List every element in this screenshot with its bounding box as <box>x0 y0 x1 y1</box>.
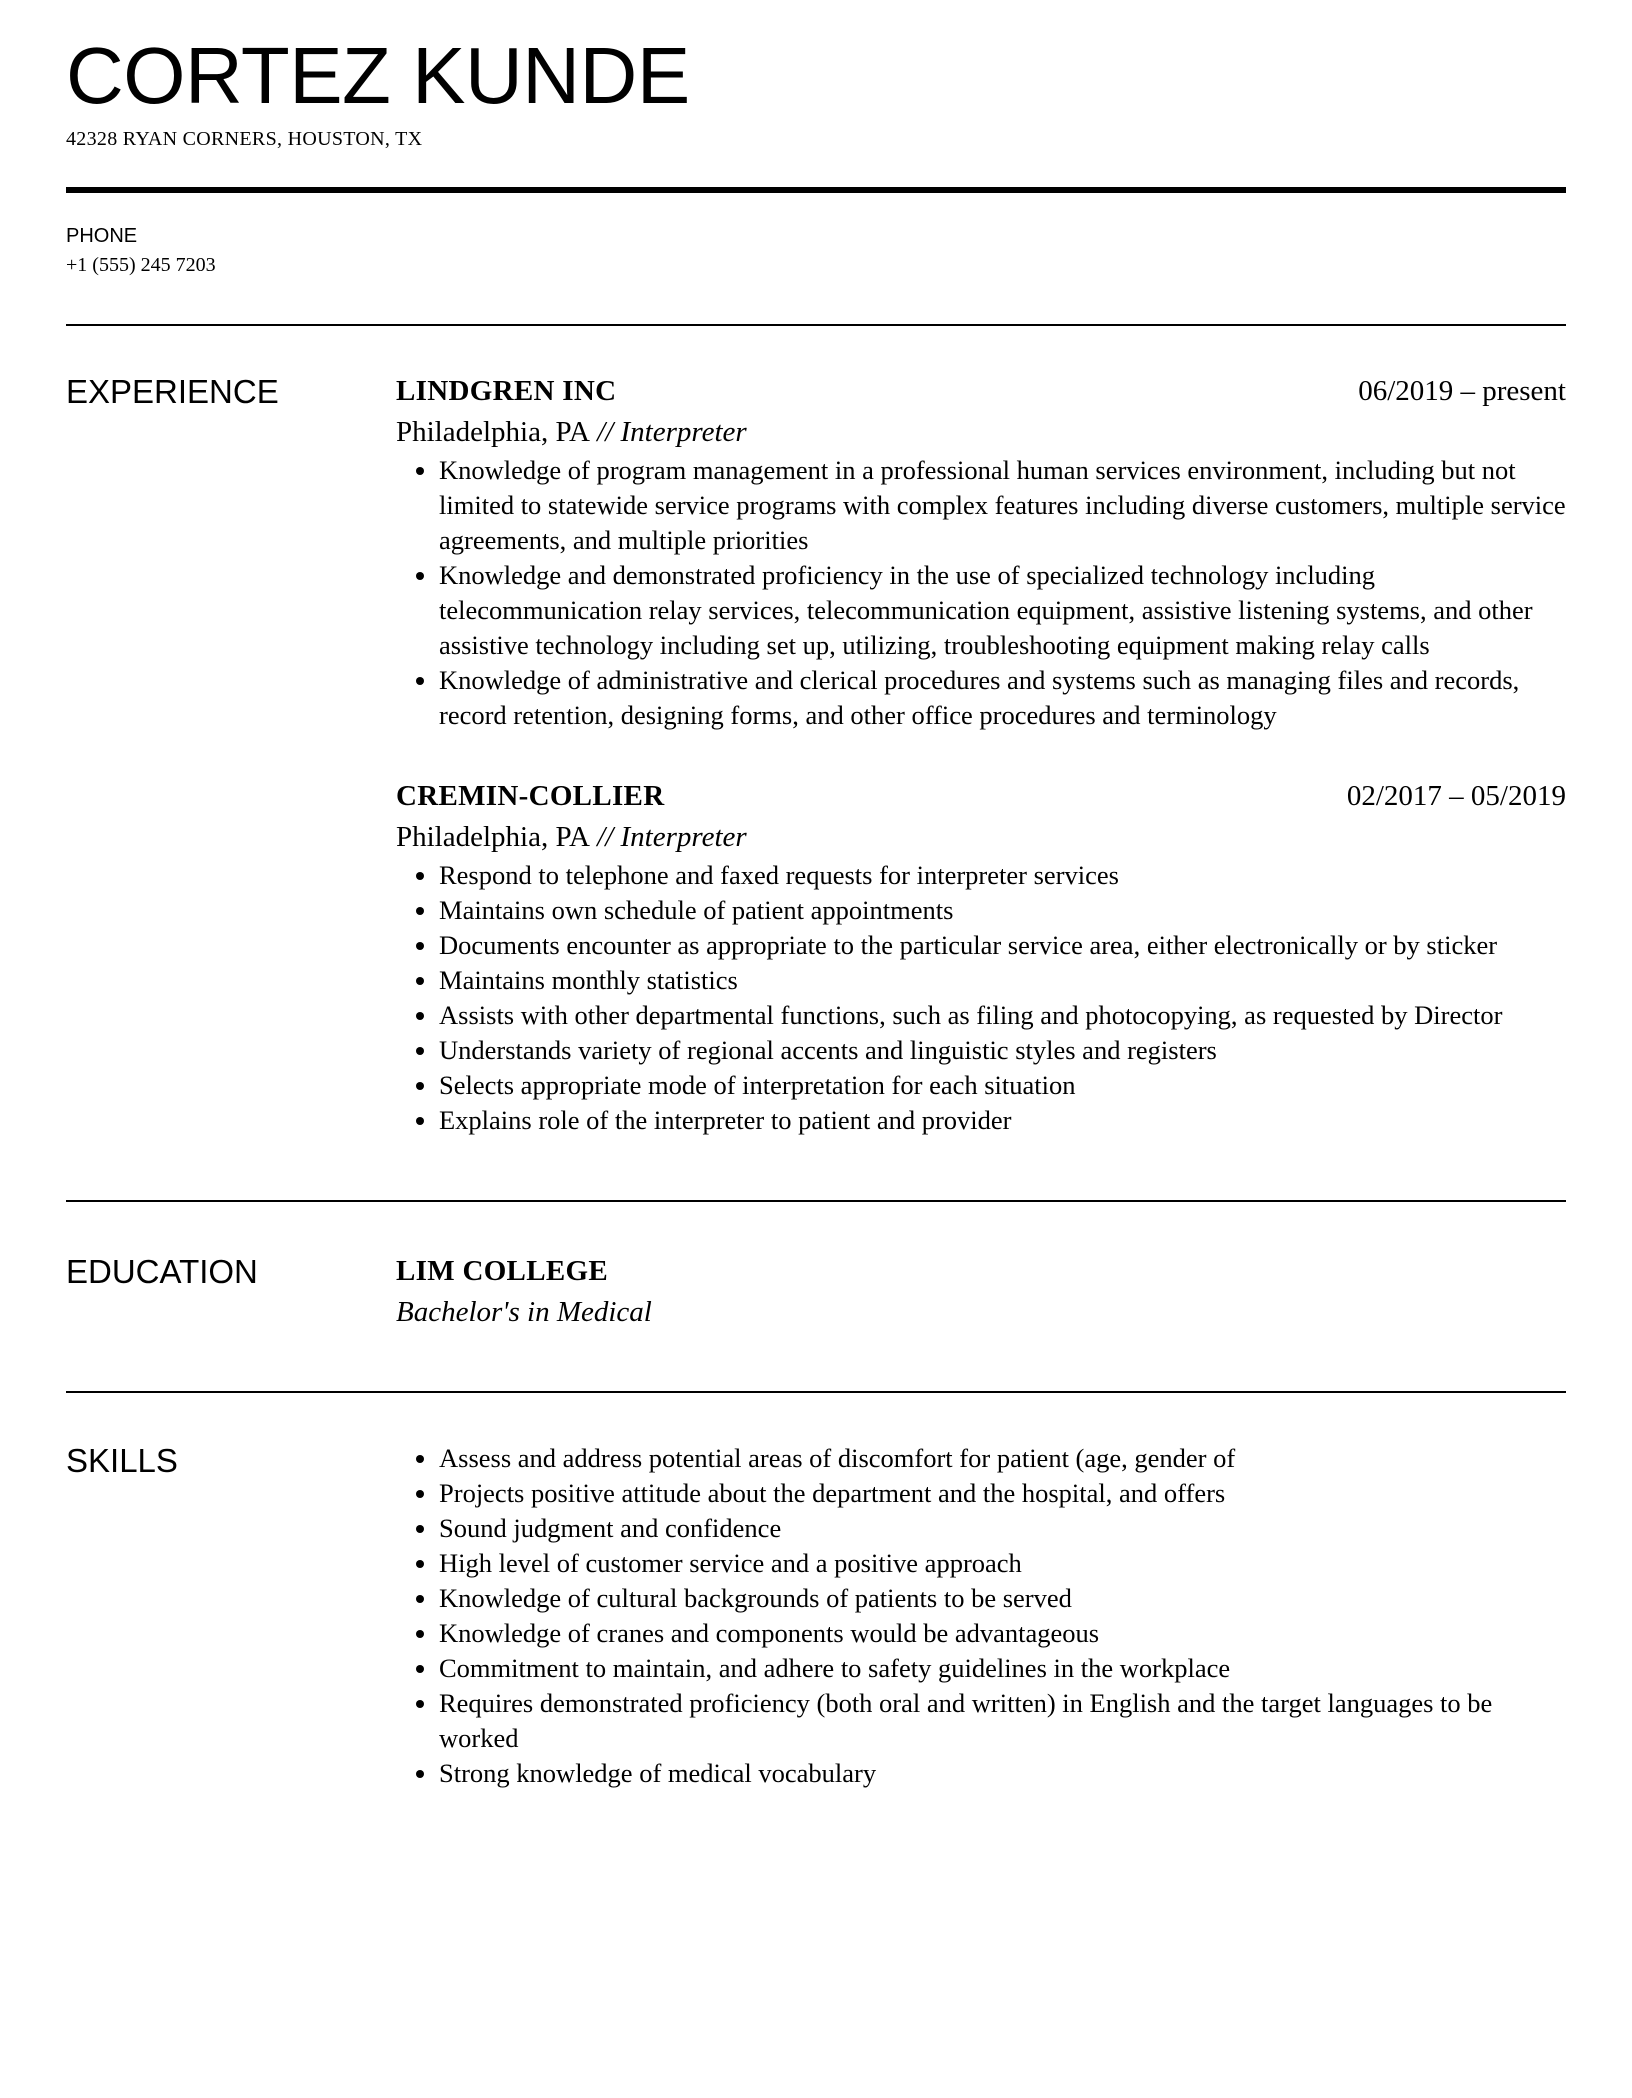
job-bullet: Assists with other departmental functions, such as filing and photocopying, as requested by Director <box>439 998 1566 1033</box>
job-company: LINDGREN INC <box>396 375 617 407</box>
skill-item: Commitment to maintain, and adhere to safety guidelines in the workplace <box>439 1651 1566 1686</box>
skills-list <box>396 1441 1566 1791</box>
job-subtitle <box>396 413 1566 451</box>
job-bullet: Respond to telephone and faxed requests for interpreter services <box>439 858 1566 893</box>
header-divider <box>66 187 1566 193</box>
skill-item: Assess and address potential areas of discomfort for patient (age, gender of <box>439 1441 1566 1476</box>
job-location: Philadelphia, PA <box>396 416 590 448</box>
experience-section <box>66 372 1566 1138</box>
skill-item: Strong knowledge of medical vocabulary <box>439 1756 1566 1791</box>
experience-body <box>396 372 1566 1138</box>
job-header <box>396 372 1566 410</box>
education-heading: EDUCATION <box>66 1253 258 1290</box>
job-location: Philadelphia, PA <box>396 821 590 853</box>
experience-heading: EXPERIENCE <box>66 373 279 410</box>
skills-body <box>396 1441 1566 1791</box>
job-entry <box>396 777 1566 1138</box>
education-school: LIM COLLEGE <box>396 1255 608 1287</box>
job-bullet-list <box>396 858 1566 1138</box>
section-divider <box>66 1391 1566 1393</box>
job-subtitle <box>396 818 1566 856</box>
job-bullet: Explains role of the interpreter to patient and provider <box>439 1103 1566 1138</box>
job-bullet: Knowledge and demonstrated proficiency in the use of specialized technology including telecommunication relay services, telecommunication equipment, assistive listening systems, and other assistive technology including set up, utilizing, troubleshooting equipment making relay calls <box>439 558 1566 663</box>
job-bullet: Maintains monthly statistics <box>439 963 1566 998</box>
job-bullet-list <box>396 453 1566 733</box>
phone-value: +1 (555) 245 7203 <box>66 254 216 276</box>
job-bullet: Knowledge of administrative and clerical procedures and systems such as managing files and records, record retention, designing forms, and other office procedures and terminology <box>439 663 1566 733</box>
candidate-name: CORTEZ KUNDE <box>66 31 690 120</box>
section-divider <box>66 1200 1566 1202</box>
job-dates: 06/2019 – present <box>1358 375 1566 407</box>
job-role: Interpreter <box>620 821 747 853</box>
contact-block <box>66 223 1566 278</box>
skill-item: Projects positive attitude about the department and the hospital, and offers <box>439 1476 1566 1511</box>
job-separator: // <box>589 416 621 448</box>
job-role: Interpreter <box>620 416 747 448</box>
education-body <box>396 1252 1566 1331</box>
phone-label: PHONE <box>66 225 138 247</box>
job-separator: // <box>589 821 621 853</box>
job-header <box>396 777 1566 815</box>
skill-item: Knowledge of cranes and components would be advantageous <box>439 1616 1566 1651</box>
skill-item: Requires demonstrated proficiency (both oral and written) in English and the target languages to be worked <box>439 1686 1566 1756</box>
education-section <box>66 1252 1566 1331</box>
job-bullet: Documents encounter as appropriate to the particular service area, either electronically or by sticker <box>439 928 1566 963</box>
skill-item: Sound judgment and confidence <box>439 1511 1566 1546</box>
job-entry <box>396 372 1566 733</box>
job-bullet: Understands variety of regional accents and linguistic styles and registers <box>439 1033 1566 1068</box>
candidate-address: 42328 RYAN CORNERS, HOUSTON, TX <box>66 128 423 150</box>
skill-item: High level of customer service and a positive approach <box>439 1546 1566 1581</box>
education-degree: Bachelor's in Medical <box>396 1296 652 1328</box>
section-divider <box>66 324 1566 326</box>
skills-section <box>66 1441 1566 1791</box>
skill-item: Knowledge of cultural backgrounds of patients to be served <box>439 1581 1566 1616</box>
education-header <box>396 1252 1566 1290</box>
job-bullet: Selects appropriate mode of interpretation for each situation <box>439 1068 1566 1103</box>
job-bullet: Knowledge of program management in a professional human services environment, including but not limited to statewide service programs with complex features including diverse customers, multiple service agreements, and multiple priorities <box>439 453 1566 558</box>
job-bullet: Maintains own schedule of patient appointments <box>439 893 1566 928</box>
skills-heading: SKILLS <box>66 1442 178 1479</box>
job-dates: 02/2017 – 05/2019 <box>1346 780 1566 812</box>
job-company: CREMIN-COLLIER <box>396 780 665 812</box>
